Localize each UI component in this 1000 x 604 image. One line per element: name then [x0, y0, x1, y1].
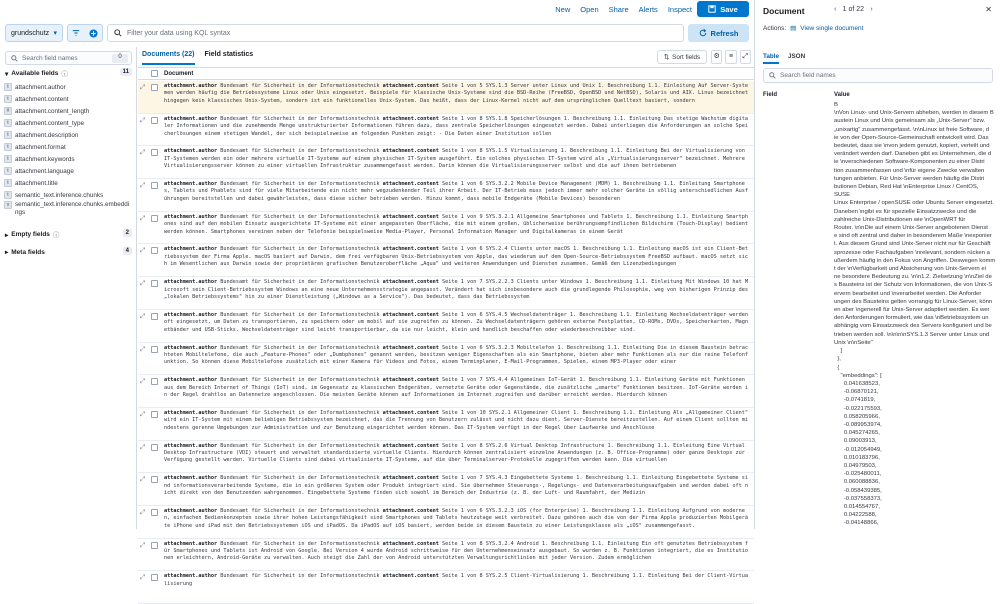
content-value: Seite 1 von 8 SYS.1.5 Virtualisierung 1. Beschreibung 1.1. Einleitung Bei der Virtualisierung von IT-Systemen werden ein oder mehrere virtuelle IT-Systeme auf einem physischen IT-System ausgeführt. Ein solches physisches IT-System wird als „Virtualisierungsserver" bezeichnet. Mehrere Virtualisierungsserver können zu einer virtuellen Infrastruktur zusammengefasst werden. Darin können die Virtualisierungsserver selbst und die auf ihnen betriebenen	[164, 148, 745, 170]
next-page-icon[interactable]: ›	[870, 6, 873, 13]
number-type-icon: #	[4, 107, 12, 115]
author-value: Bundesamt für Sicherheit in der Informationstechnik	[220, 377, 380, 384]
document-cell	[164, 475, 750, 505]
refresh-button[interactable]	[688, 24, 749, 42]
field-item[interactable]: t attachment.content	[4, 93, 132, 105]
table-row[interactable]	[138, 277, 754, 310]
save-icon	[708, 5, 716, 13]
row-checkbox[interactable]	[151, 476, 158, 483]
document-cell	[164, 410, 750, 440]
author-key: attachment.author	[164, 344, 218, 351]
author-key: attachment.author	[164, 246, 218, 253]
field-item[interactable]: t semantic_text.inference.chunks	[4, 189, 132, 201]
content-key: attachment.content	[382, 442, 439, 449]
content-key: attachment.content	[382, 213, 439, 220]
author-value: Bundesamt für Sicherheit in der Informationstechnik	[220, 540, 380, 547]
field-item[interactable]: # attachment.content_length	[4, 105, 132, 117]
inspect-link[interactable]: Inspect	[667, 4, 692, 14]
author-key: attachment.author	[164, 540, 218, 547]
document-icon: ▤	[790, 25, 797, 32]
row-checkbox[interactable]	[151, 84, 158, 91]
expand-row-icon[interactable]: ⤢	[140, 116, 146, 124]
author-key: attachment.author	[164, 475, 218, 482]
expand-row-icon[interactable]: ⤢	[140, 247, 146, 255]
content-value: Seite 1 von 6 SYS.3.2.3 Mobiltelefon 1. Beschreibung 1.1. Einleitung Die in diesem Baustein betrachteten Mobiltelefone, die auch „Feature-Phones" oder „Dumbphones" genannt werden, besitzen weniger Eigenschaften als ein Smartphone, bieten aber mehr Funktionen als nur die reine Telefonfunktion. So können diese Mobiltelefone zusätzlich mit einer Kamera für Videos und Fotos, einem Terminplaner, E-Mail-Programmen, Spielen, einem MP3-Player oder einer	[164, 344, 749, 366]
row-checkbox[interactable]	[151, 215, 158, 222]
kql-placeholder: Filter your data using KQL syntax	[127, 29, 231, 37]
document-flyout	[754, 0, 1000, 529]
table-row[interactable]	[138, 310, 754, 343]
close-icon[interactable]: ✕	[985, 5, 992, 14]
chevron-down-icon: ▾	[53, 30, 57, 37]
view-tabs	[142, 51, 253, 65]
sort-fields-label: Sort fields	[672, 53, 701, 61]
document-cell	[164, 345, 750, 375]
document-cell	[164, 541, 750, 571]
search-icon	[11, 55, 18, 62]
author-value: Bundesamt für Sicherheit in der Informationstechnik	[220, 115, 380, 122]
text-type-icon: t	[4, 95, 12, 103]
open-link[interactable]: Open	[580, 4, 599, 14]
field-item[interactable]: v semantic_text.inference.chunks.embeddings	[4, 201, 132, 221]
document-cell	[164, 214, 750, 244]
documents-panel	[138, 47, 754, 587]
author-value: Bundesamt für Sicherheit in der Informationstechnik	[220, 475, 380, 482]
row-checkbox[interactable]	[151, 149, 158, 156]
content-value: Seite 1 von 10 SYS.2.1 Allgemeiner Client 1. Beschreibung 1.1. Einleitung Als „Allgemeiner Client" wird ein IT-System mit einem beliebigen Betriebssystem bezeichnet, das die Trennung von Benutzern zulässt und nicht dazu dient, Server-Dienste bereitzustellen. Auf einem Client sollten mindestens gerenne Umgebungen zur Administration und zur Benutzung eingerichtet werden können. Das IT-System verfügt in der Regel über Laufwerke und Anschlüsse	[164, 409, 749, 431]
expand-row-icon[interactable]: ⤢	[140, 443, 146, 451]
flyout-column-headers	[763, 92, 993, 98]
author-value: Bundesamt für Sicherheit in der Informationstechnik	[220, 279, 380, 286]
available-fields-section[interactable]	[5, 69, 132, 78]
filter-controls	[67, 24, 103, 42]
table-row[interactable]	[138, 212, 754, 245]
author-key: attachment.author	[164, 115, 218, 122]
refresh-icon	[699, 29, 707, 37]
row-checkbox[interactable]	[151, 247, 158, 254]
content-key: attachment.content	[382, 409, 439, 416]
share-link[interactable]: Share	[608, 4, 629, 14]
text-type-icon: t	[4, 155, 12, 163]
content-key: attachment.content	[382, 115, 439, 122]
field-value-content: B \nVon Linux- und Unix-Servern abheben, werden in diesem B austein Linux und Unix gemeinsam als „Unix-Server" bzw. „unixartig" zusammengefasst. \n\nLinux ist freie Software, d ie von der Open-Source-Gemeinschaft entwickelt wird. Das bedeutet, dass sie \nvon jedem genutzt, kopiert, verteilt und verändert werden darf. Daneben gibt es Unternehmen, die d ie \nverschiedenen Software-Komponenten zu einer Distri tion zusammenfassen und \nfür eigene Zwecke verwalten tungen anbieten. Für Unix-Server werden häufig die Distri butionen Debian, Red Hat \nEnterprise Linux / CentOS, SUSE Linux Enterprise / openSUSE oder Ubuntu Server eingesetzt. Daneben \ngibt es für spezielle Einsatzzwecke und die zahlreiche Unix-Distributionen wie \nOpenWRT für Router. \n\nDie auf einem Unix-Server angebotenen Dienst e sind oft zentral und daher in besonderem Maße \nexponier t. Aus diesem Grund sind Unix-Server nicht nur für Geschäft sprozesse oder Fachaufgaben \nrelevant, sondern rücken a ußerdem häufig in den Fokus von Angriffen. Deswegen komm t der \nVerfügbarkeit und Absicherung von Unix-Servern ei ne besondere Bedeutung zu. \n\n1.2. Zielsetzung \n\nZiel de s Bausteins ist der Schutz von Informationen, die von Unix-S ervern bearbeitet und \nverarbeitet werden. Die Anforder ungen des Bausteins gelten vorrangig für Linux-Server, könn en aber \ngenerell für Unix-Server adaptiert werden. Es wer den Anforderungen formuliert, wie das \nBetriebssystem un abhängig vom Einsatzzweck des Servers konfiguriert und be trieben werden soll. \n\n\n\nSYS.1.3 Server unter Linux und Unix \n\nSeite" ] }, { "embeddings": [ 0.041638523, -0.06870121, -0.0741819, -0.022175593, 0.058205966, -0.089953974, 0.045274265, 0.09003913, -0.012054949, 0.010183796, 0.04979503, -0.025480011, 0.060088836, -0.058439385, -0.037558373, 0.014554767, 0.04222588, -0.04148866,	[834, 102, 996, 527]
chevron-right-icon: ▸	[5, 231, 9, 239]
chevron-right-icon: ▸	[5, 249, 9, 256]
content-value: Seite 1 von 8 SYS.3.2.4 Android 1. Beschreibung 1.1. Einleitung Ein oft genutztes Betriebssystem für Smartphones und Tablets ist Android von Google. Bei Version 4 wurde Android schrittweise für den Unternehmenseinsatz ausgebaut. So wurden z. B. Funktionen integriert, die es Institutionen erleichtern, Android-Geräte zu verwalten. Auch steigt die Zahl der von Android unterstützten Verwaltungsrichtlinien mit jeder Version. Zudem ermöglichen	[164, 540, 749, 562]
grid-header	[138, 67, 754, 80]
tab-table[interactable]: Table	[763, 53, 779, 64]
meta-fields-count: 4	[123, 247, 132, 255]
flyout-actions	[763, 24, 863, 32]
expand-row-icon[interactable]: ⤢	[140, 182, 146, 190]
document-cell	[164, 148, 750, 178]
content-value: Seite 1 von 6 SYS.2.4 Clients unter macOS 1. Beschreibung 1.1. Einleitung macOS ist ein Client-Betriebssystem der Firma Apple. macOS basiert auf Darwin, dem frei verfügbaren Unix-Betriebssystem von Apple, das wiederum auf dem Open-Source-Betriebssystem FreeBSD aufbaut. macOS setzt sich im Wesentlichen aus Darwin sowie der proprietären grafischen Benutzeroberfläche „Aqua" und weiteren Anwendungen und Diensten zusammen. Gemäß den Lizenzbedingungen	[164, 246, 749, 268]
expand-row-icon[interactable]: ⤢	[140, 541, 146, 549]
expand-row-icon[interactable]: ⤢	[140, 574, 146, 582]
text-type-icon: t	[4, 191, 12, 199]
document-column-header[interactable]: Document	[164, 71, 194, 77]
text-type-icon: t	[4, 83, 12, 91]
field-search-placeholder: Search field names	[22, 54, 78, 62]
meta-fields-section[interactable]	[5, 248, 132, 256]
row-checkbox[interactable]	[151, 117, 158, 124]
document-cell	[164, 181, 750, 211]
content-value: Seite 1 von 6 SYS.3.2.2 Mobile Device Management (MDM) 1. Beschreibung 1.1. Einleitung Smartphones, Tablets und Phablets sind für viele Mitarbeitende ein nicht mehr wegzudenkender Teil ihrer Arbeit. Der IT-Betrieb muss jedoch immer mehr solcher Geräte in völlig unterschiedlichen Ausführungen bereitstellen und dabei gewährleisten, dass diese sicher betrieben werden. Hinzu kommt, dass mobile Endgeräte (Mobile Devices) besonderen	[164, 181, 749, 202]
tab-documents[interactable]: Documents (22)	[142, 51, 195, 65]
table-row[interactable]	[138, 571, 754, 604]
author-key: attachment.author	[164, 377, 218, 384]
table-row[interactable]	[138, 539, 754, 572]
expand-row-icon[interactable]: ⤢	[140, 149, 146, 157]
author-key: attachment.author	[164, 409, 218, 416]
tab-json[interactable]: JSON	[787, 53, 806, 60]
row-checkbox[interactable]	[151, 182, 158, 189]
document-cell	[164, 246, 750, 276]
save-button[interactable]	[697, 1, 749, 17]
expand-row-icon[interactable]: ⤢	[140, 84, 146, 91]
query-bar	[0, 23, 754, 43]
table-row[interactable]	[138, 179, 754, 212]
field-item[interactable]: t attachment.keywords	[4, 153, 132, 165]
author-value: Bundesamt für Sicherheit in der Informationstechnik	[220, 573, 380, 580]
author-value: Bundesamt für Sicherheit in der Informationstechnik	[220, 246, 380, 253]
filter-icon[interactable]	[72, 29, 80, 37]
top-nav-bar	[0, 0, 754, 18]
empty-fields-section[interactable]	[5, 230, 132, 239]
flyout-title: Document	[763, 6, 805, 16]
document-cell	[164, 279, 750, 309]
author-value: Bundesamt für Sicherheit in der Informationstechnik	[220, 148, 380, 155]
author-key: attachment.author	[164, 83, 218, 89]
empty-fields-count: 2	[123, 229, 132, 237]
field-column-header: Field	[763, 92, 778, 98]
content-key: attachment.content	[382, 83, 439, 89]
author-value: Bundesamt für Sicherheit in der Informationstechnik	[220, 409, 380, 416]
document-cell	[164, 312, 750, 342]
author-value: Bundesamt für Sicherheit in der Informationstechnik	[220, 181, 380, 188]
sort-fields-button[interactable]	[657, 50, 707, 64]
field-filter-count[interactable]: 0	[112, 54, 128, 63]
add-filter-icon[interactable]	[89, 29, 98, 38]
content-value: Seite 1 von 8 SYS.1.8 Speicherlösungen 1. Beschreibung 1.1. Einleitung Das stetige Wachstum digitaler Informationen und die zunehmende Menge unstrukturierter Informationen führen dazu, dass zentrale Speicherlösungen eingesetzt werden. Dabei unterliegen die Anforderungen an solche Speicherlösungen einem stetigen Wandel, der sich beispielsweise an folgenden Punkten zeigt: - Die Daten einer Institution sollen	[164, 115, 749, 137]
content-key: attachment.content	[382, 246, 439, 253]
search-icon	[114, 29, 122, 37]
table-row[interactable]	[138, 473, 754, 506]
content-key: attachment.content	[382, 377, 439, 384]
data-view-name: grundschutz	[11, 29, 50, 37]
author-key: attachment.author	[164, 507, 218, 514]
content-key: attachment.content	[382, 279, 439, 286]
content-key: attachment.content	[382, 507, 439, 514]
expand-row-icon[interactable]: ⤢	[140, 345, 146, 353]
field-search-input[interactable]	[5, 51, 132, 65]
empty-fields-label: Empty fields	[11, 231, 50, 238]
table-row[interactable]	[138, 506, 754, 539]
document-rows	[138, 81, 754, 587]
expand-row-icon[interactable]: ⤢	[140, 476, 146, 484]
expand-row-icon[interactable]: ⤢	[140, 214, 146, 222]
row-checkbox[interactable]	[151, 411, 158, 418]
field-item[interactable]: t attachment.format	[4, 141, 132, 153]
document-cell	[164, 508, 750, 538]
content-value: Seite 1 von 8 SYS.2.6 Virtual Desktop Infrastructure 1. Beschreibung 1.1. Einleitung Eine Virtual Desktop Infrastructure (VDI) steuert und verwaltet standardisierte virtuelle Clients. Hierdurch können zentralisiert einzelne Anwendungen (z. B. Office-Programme) oder ganze Desktops zur Verfügung gestellt werden. Virtuelle Clients sind dabei virtualisierte IT-Systeme, auf die über Terminalserver-Protokolle zugegriffen werden kann. Die virtuellen	[164, 442, 745, 464]
flyout-search-placeholder: Search field names	[780, 72, 836, 79]
content-value: Seite 1 von 9 SYS.3.2.1 Allgemeine Smartphones und Tablets 1. Beschreibung 1.1. Einleitung Smartphones sind auf den mobilen Einsatz ausgerichtete IT-Systeme mit einer angepassten Oberfläche, die mit einem großen, üblicherweise berührungsempfindlichen Bildschirm (Touch-Display) bedient werden können. Smartphones vereinen neben der Telefonie beispielsweise Media-Player, Personal Information Manager und Digitalkameras in einem Gerät	[164, 213, 749, 235]
flyout-tabs	[763, 53, 805, 64]
content-key: attachment.content	[382, 181, 439, 188]
content-key: attachment.content	[382, 311, 439, 318]
grid-toolbar-icons	[711, 50, 751, 64]
author-key: attachment.author	[164, 311, 218, 318]
author-key: attachment.author	[164, 213, 218, 220]
row-checkbox[interactable]	[151, 542, 158, 549]
actions-label: Actions:	[763, 24, 787, 32]
select-all-checkbox[interactable]	[151, 70, 158, 77]
author-value: Bundesamt für Sicherheit in der Informationstechnik	[220, 344, 380, 351]
available-fields-label: Available fields	[11, 70, 59, 77]
table-row[interactable]	[138, 408, 754, 441]
content-value: Seite 1 von 7 SYS.2.2.3 Clients unter Windows 1. Beschreibung 1.1. Einleitung Mit Windows 10 hat Microsoft sein Client-Betriebssystem Windows an eine neue Unternehmensstrategie angepasst. Verändert hat sich insbesondere auch die grundlegende Philosophie, weg von bisherigen Prinzip des „lokalen Betriebssystems" hin zu einer Dienstleistung („Windows as a Service"). Das bedeutet, dass das Betriebssystem	[164, 279, 749, 300]
author-key: attachment.author	[164, 279, 218, 286]
fullscreen-icon[interactable]: ⤢	[740, 50, 751, 64]
flyout-field-search-input[interactable]	[763, 68, 993, 83]
text-type-icon: t	[4, 143, 12, 151]
table-row[interactable]	[138, 114, 754, 147]
view-single-document-link[interactable]: View single document	[800, 24, 864, 32]
table-row[interactable]	[138, 343, 754, 376]
document-cell	[164, 443, 750, 473]
data-view-selector[interactable]	[5, 24, 63, 42]
text-type-icon: t	[4, 167, 12, 175]
table-row[interactable]	[138, 146, 754, 179]
kql-search-input[interactable]	[107, 24, 684, 42]
prev-page-icon[interactable]: ‹	[834, 6, 837, 13]
info-icon: ⓘ	[61, 71, 68, 78]
expand-row-icon[interactable]: ⤢	[140, 508, 146, 516]
author-value: Bundesamt für Sicherheit in der Informationstechnik	[220, 213, 380, 220]
settings-icon[interactable]: ⚙	[711, 50, 722, 64]
author-value: Bundesamt für Sicherheit in der Informationstechnik	[220, 507, 380, 514]
save-label: Save	[720, 4, 738, 14]
row-checkbox[interactable]	[151, 378, 158, 385]
content-value: Seite 1 von 7 SYS.4.4 Allgemeines IoT-Gerät 1. Beschreibung 1.1. Einleitung Geräte mit Funktionen aus dem Bereich Internet of Things (IoT) sind, im Gegensatz zu klassischen Endgeräten, vernetzte Geräte oder Gegenstände, die zusätzliche „smarte" Funktionen besitzen. IoT-Geräte werden in der Regel drahtlos an Datennetze angeschlossen. Die meisten Geräte können auf Informationen im Internet zugreifen und darüber erreicht werden. Hierdurch können	[164, 377, 749, 398]
tab-field-statistics[interactable]: Field statistics	[204, 51, 254, 58]
row-checkbox[interactable]	[151, 574, 158, 581]
document-cell	[164, 573, 750, 603]
field-sidebar	[0, 47, 137, 529]
row-checkbox[interactable]	[151, 444, 158, 451]
density-icon[interactable]: ≡	[725, 50, 736, 64]
author-value: Bundesamt für Sicherheit in der Informationstechnik	[220, 442, 380, 449]
author-value: Bundesamt für Sicherheit in der Informationstechnik	[220, 311, 380, 318]
vector-type-icon: v	[4, 201, 12, 209]
alerts-link[interactable]: Alerts	[638, 4, 658, 14]
content-key: attachment.content	[382, 148, 439, 155]
table-row[interactable]	[138, 375, 754, 408]
content-value: Seite 1 von 8 SYS.2.5 Client-Virtualisierung 1. Beschreibung 1.1. Einleitung Bei der Client-Virtualisierung	[164, 573, 749, 587]
content-key: attachment.content	[382, 344, 439, 351]
document-cell	[164, 377, 750, 407]
expand-row-icon[interactable]: ⤢	[140, 410, 146, 418]
text-type-icon: t	[4, 131, 12, 139]
value-column-header: Value	[834, 92, 850, 98]
row-checkbox[interactable]	[151, 509, 158, 516]
author-value: Bundesamt für Sicherheit in der Informationstechnik	[220, 83, 380, 89]
page-indicator: 1 of 22	[842, 6, 865, 13]
sort-icon: ⇅	[663, 53, 670, 61]
author-key: attachment.author	[164, 148, 218, 155]
refresh-label: Refresh	[710, 28, 739, 38]
table-row[interactable]	[138, 244, 754, 277]
text-type-icon: t	[4, 179, 12, 187]
row-checkbox[interactable]	[151, 280, 158, 287]
meta-fields-label: Meta fields	[11, 248, 45, 256]
search-icon	[769, 72, 776, 79]
table-row[interactable]	[138, 81, 754, 114]
content-value: Seite 1 von 6 SYS.3.2.3 iOS (for Enterprise) 1. Beschreibung 1.1. Einleitung Aufgrund von modernen, einfachen Bedienkonzepten sowie ihrer hohen Leistungsfähigkeit sind Smartphones und Tablets heutzutage weit verbreitet. Dazu gehören auch die von der Firma Apple produzierten Mobilgeräte iPhone und iPad mit den Betriebssystemen iOS und iPadOS. Da iPadOS auf iOS basiert, werden beide in diesem Baustein zu einer Leistungsklasse als „iOS" zusammengefasst.	[164, 507, 749, 529]
row-checkbox[interactable]	[151, 346, 158, 353]
expand-row-icon[interactable]: ⤢	[140, 378, 146, 386]
author-key: attachment.author	[164, 442, 218, 449]
document-cell	[164, 83, 750, 113]
content-key: attachment.content	[382, 573, 439, 580]
document-pager	[834, 6, 873, 13]
content-value: Seite 1 von 7 SYS.4.3 Eingebettete Systeme 1. Beschreibung 1.1. Einleitung Eingebettete Systeme sind informationsverarbeitende Systeme, die in ein größeres System oder Produkt integriert sind. Sie übernehmen Steuerungs-, Regelungs- und Datenverarbeitungsaufgaben und werden dabei oft nicht direkt von den Benutzenden wahrgenommen. Eingebettete Systeme finden sich sowohl im Bereich der Industrie (z. B. der Luft- und Raumfahrt, der Medizin	[164, 475, 749, 497]
author-key: attachment.author	[164, 181, 218, 188]
content-key: attachment.content	[382, 540, 439, 547]
chevron-down-icon: ▾	[5, 70, 9, 78]
field-item[interactable]: t attachment.author	[4, 81, 132, 93]
new-link[interactable]: New	[555, 4, 571, 14]
info-icon: ⓘ	[52, 232, 60, 239]
field-item[interactable]: t attachment.title	[4, 177, 132, 189]
content-value: Seite 1 von 5 SYS.1.3 Server unter Linux und Unix 1. Beschreibung 1.1. Einleitung Auf Server-Systemen werden häufig die Betriebssysteme Linux oder Unix eingesetzt. Beispiele für klassische Unix-Systeme sind die BSD-Reihe (FreeBSD, OpenBSD und NetBSD), Solaris und AIX. Linux bezeichnet hingegen kein klassisches Unix-System, sondern ist ein funktionelles Unix-System. Das heißt, dass der Linux-Kernel nicht auf dem ursprünglichen Quelltext basiert, sondern	[164, 83, 749, 104]
expand-row-icon[interactable]: ⤢	[140, 312, 146, 320]
available-fields-count: 11	[120, 68, 132, 76]
table-row[interactable]	[138, 441, 754, 474]
field-item[interactable]: t attachment.language	[4, 165, 132, 177]
field-item[interactable]: t attachment.content_type	[4, 117, 132, 129]
content-value: Seite 1 von 6 SYS.4.5 Wechseldatenträger 1. Beschreibung 1.1. Einleitung Wechseldatenträger werden oft eingesetzt, um Daten zu transportieren, zu speichern oder um mobil auf sie zugreifen zu können. Zu Wechseldatenträgern gehören externe Festplatten, CD-ROMs, DVDs, Speicherkarten, Magnetbänder und USB-Sticks. Wechseldatenträger sind leicht transportierbar, da sie nur leicht, klein und handlich beschaffen oder wiederbeschreibbar sind.	[164, 311, 749, 333]
field-item[interactable]: t attachment.description	[4, 129, 132, 141]
content-key: attachment.content	[382, 475, 439, 482]
document-cell	[164, 116, 750, 146]
author-key: attachment.author	[164, 573, 218, 580]
expand-row-icon[interactable]: ⤢	[140, 280, 146, 288]
text-type-icon: t	[4, 119, 12, 127]
row-checkbox[interactable]	[151, 313, 158, 320]
